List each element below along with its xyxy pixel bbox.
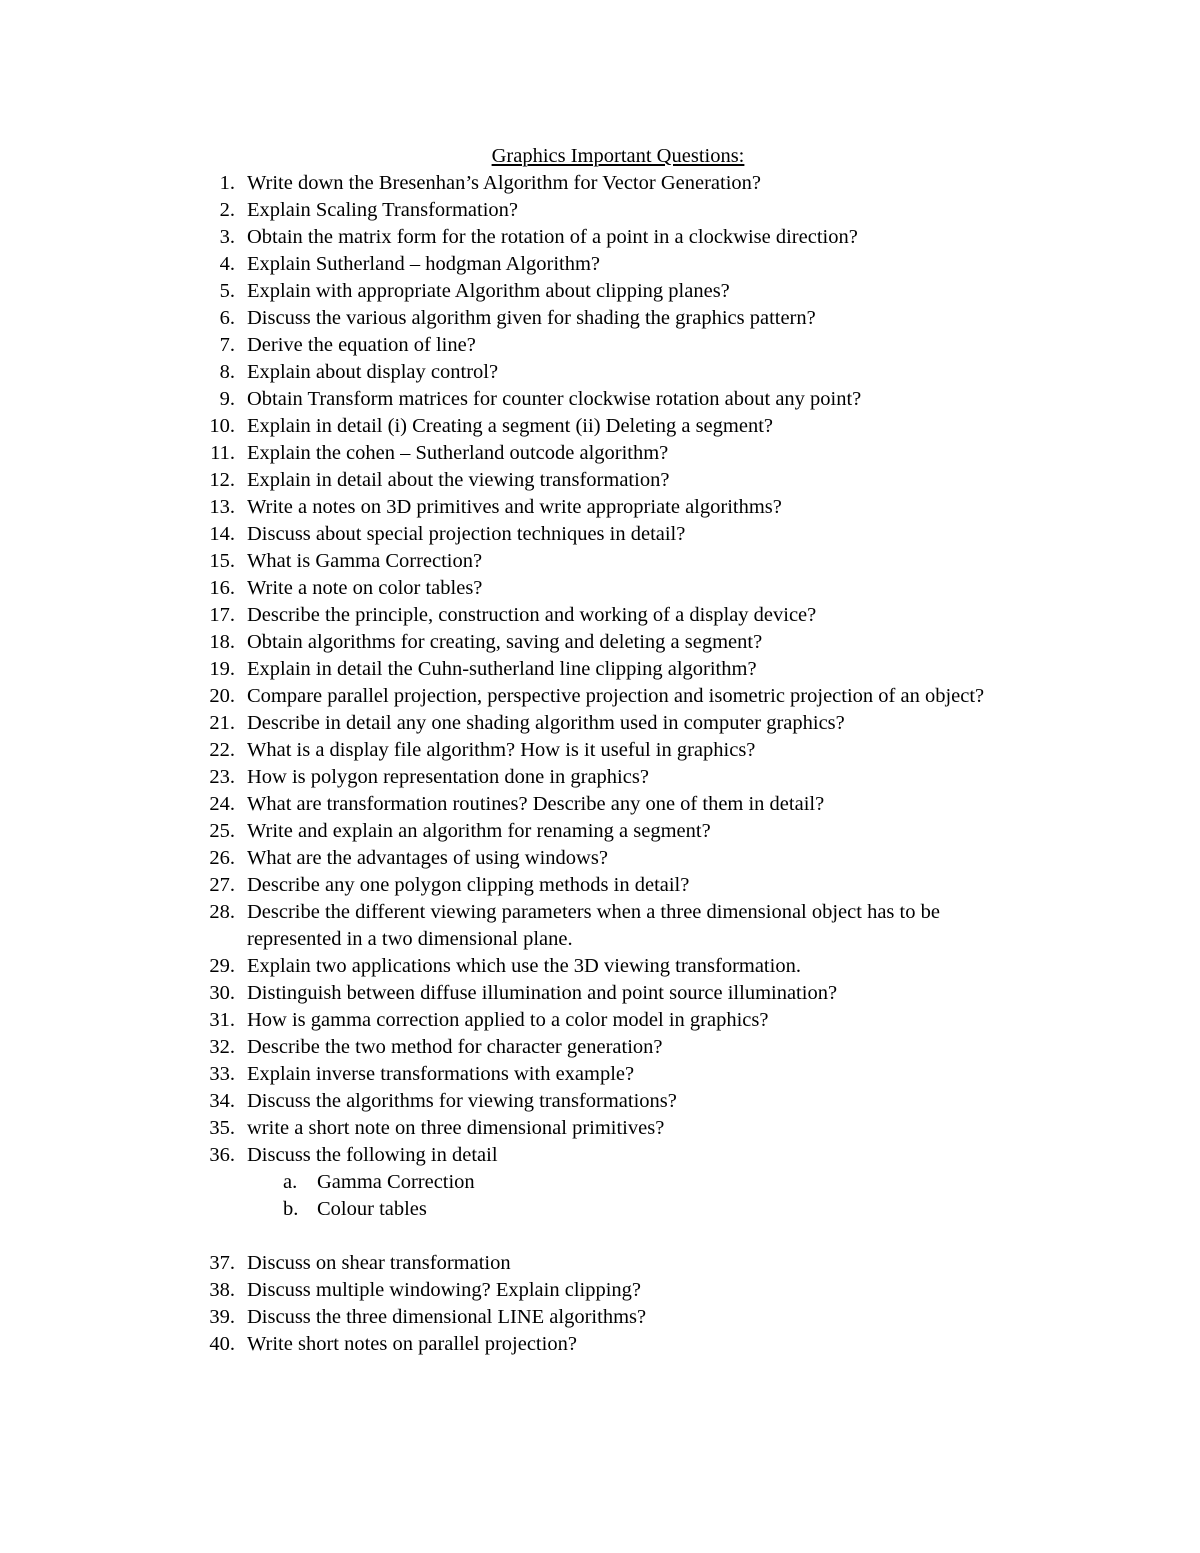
question-text: Explain two applications which use the 3D viewing transformation.	[247, 955, 801, 977]
question-text: What are transformation routines? Describe any one of them in detail?	[247, 793, 825, 815]
question-text: Explain inverse transformations with example?	[247, 1063, 635, 1085]
sub-item-letter: a.	[283, 1171, 298, 1193]
question-item	[0, 440, 1027, 467]
document-title: Graphics Important Questions:	[491, 145, 745, 167]
question-number: 39.	[209, 1306, 235, 1328]
question-text: Describe the two method for character generation?	[247, 1036, 663, 1058]
question-number: 16.	[209, 577, 235, 599]
question-item	[0, 251, 1027, 278]
question-text: Describe the different viewing parameters when a three dimensional object has to be represented in a two dimensional plane.	[247, 901, 940, 950]
question-number: 5.	[219, 280, 235, 302]
question-number: 22.	[209, 739, 235, 761]
question-text: Explain the cohen – Sutherland outcode algorithm?	[247, 442, 669, 464]
question-number: 10.	[209, 415, 235, 437]
question-text: How is polygon representation done in graphics?	[247, 766, 649, 788]
question-number: 15.	[209, 550, 235, 572]
question-item	[0, 548, 1027, 575]
question-item	[0, 737, 1027, 764]
question-item	[0, 521, 1027, 548]
question-item	[0, 602, 1027, 629]
question-number: 12.	[209, 469, 235, 491]
question-number: 36.	[209, 1144, 235, 1166]
question-text: Discuss the three dimensional LINE algorithms?	[247, 1306, 647, 1328]
question-item	[0, 656, 1027, 683]
question-number: 37.	[209, 1252, 235, 1274]
question-item	[0, 953, 1027, 980]
blank-line	[0, 1223, 1027, 1250]
sub-item-text: Colour tables	[317, 1198, 427, 1220]
question-number: 33.	[209, 1063, 235, 1085]
question-text: Write and explain an algorithm for renaming a segment?	[247, 820, 711, 842]
question-item	[0, 359, 1027, 386]
question-item	[0, 683, 1027, 710]
question-number: 7.	[219, 334, 235, 356]
question-text: Explain Sutherland – hodgman Algorithm?	[247, 253, 601, 275]
question-item	[0, 1061, 1027, 1088]
question-number: 28.	[209, 901, 235, 923]
question-text: Describe the principle, construction and working of a display device?	[247, 604, 817, 626]
question-text: Explain in detail the Cuhn-sutherland line clipping algorithm?	[247, 658, 757, 680]
question-text: Explain with appropriate Algorithm about clipping planes?	[247, 280, 730, 302]
question-item	[0, 170, 1027, 197]
question-item	[0, 1277, 1027, 1304]
question-number: 18.	[209, 631, 235, 653]
question-text: Discuss the following in detail	[247, 1144, 498, 1166]
question-item	[0, 980, 1027, 1007]
sub-item-text: Gamma Correction	[317, 1171, 475, 1193]
question-text: Discuss the algorithms for viewing transformations?	[247, 1090, 677, 1112]
question-number: 6.	[219, 307, 235, 329]
sub-item-letter: b.	[283, 1198, 299, 1220]
question-text: Obtain algorithms for creating, saving and deleting a segment?	[247, 631, 763, 653]
question-number: 9.	[219, 388, 235, 410]
question-number: 35.	[209, 1117, 235, 1139]
question-text: Write a notes on 3D primitives and write appropriate algorithms?	[247, 496, 782, 518]
question-item	[0, 278, 1027, 305]
question-item	[0, 494, 1027, 521]
question-number: 32.	[209, 1036, 235, 1058]
question-text: What is a display file algorithm? How is it useful in graphics?	[247, 739, 756, 761]
question-text: Discuss multiple windowing? Explain clipping?	[247, 1279, 642, 1301]
question-number: 2.	[219, 199, 235, 221]
question-number: 30.	[209, 982, 235, 1004]
question-item	[0, 629, 1027, 656]
question-number: 20.	[209, 685, 235, 707]
question-text: write a short note on three dimensional primitives?	[247, 1117, 665, 1139]
question-item	[0, 1304, 1027, 1331]
question-number: 8.	[219, 361, 235, 383]
question-item	[0, 710, 1027, 737]
question-number: 25.	[209, 820, 235, 842]
question-text: Explain about display control?	[247, 361, 499, 383]
sub-list	[247, 1169, 1027, 1223]
sub-list-item	[247, 1196, 1027, 1223]
question-number: 31.	[209, 1009, 235, 1031]
question-item	[0, 1142, 1027, 1223]
question-item	[0, 197, 1027, 224]
question-item	[0, 413, 1027, 440]
question-number: 13.	[209, 496, 235, 518]
question-item	[0, 1331, 1027, 1358]
question-number: 26.	[209, 847, 235, 869]
question-number: 1.	[219, 172, 235, 194]
question-number: 38.	[209, 1279, 235, 1301]
question-text: How is gamma correction applied to a color model in graphics?	[247, 1009, 769, 1031]
question-number: 11.	[210, 442, 235, 464]
question-item	[0, 332, 1027, 359]
question-text: Write down the Bresenhan’s Algorithm for Vector Generation?	[247, 172, 762, 194]
question-text: Discuss about special projection techniques in detail?	[247, 523, 686, 545]
question-number: 3.	[219, 226, 235, 248]
question-text: Distinguish between diffuse illumination and point source illumination?	[247, 982, 838, 1004]
question-number: 4.	[219, 253, 235, 275]
question-item	[0, 791, 1027, 818]
question-item	[0, 224, 1027, 251]
question-text: Compare parallel projection, perspective projection and isometric projection of an object?	[247, 685, 985, 707]
question-item	[0, 845, 1027, 872]
question-text: Explain in detail about the viewing transformation?	[247, 469, 670, 491]
question-text: Derive the equation of line?	[247, 334, 476, 356]
question-number: 21.	[209, 712, 235, 734]
question-text: What are the advantages of using windows?	[247, 847, 608, 869]
question-text: Explain Scaling Transformation?	[247, 199, 519, 221]
question-item	[0, 386, 1027, 413]
question-list	[0, 170, 1027, 1358]
question-number: 23.	[209, 766, 235, 788]
sub-list-item	[247, 1169, 1027, 1196]
question-text: Write short notes on parallel projection?	[247, 1333, 577, 1355]
question-item	[0, 1115, 1027, 1142]
question-number: 14.	[209, 523, 235, 545]
question-item	[0, 1088, 1027, 1115]
question-item	[0, 764, 1027, 791]
question-number: 24.	[209, 793, 235, 815]
question-text: Describe any one polygon clipping methods in detail?	[247, 874, 690, 896]
question-item	[0, 899, 1027, 953]
question-number: 40.	[209, 1333, 235, 1355]
question-number: 34.	[209, 1090, 235, 1112]
question-item	[0, 467, 1027, 494]
question-number: 29.	[209, 955, 235, 977]
question-item	[0, 305, 1027, 332]
question-text: Discuss the various algorithm given for shading the graphics pattern?	[247, 307, 816, 329]
question-number: 27.	[209, 874, 235, 896]
question-text: What is Gamma Correction?	[247, 550, 483, 572]
question-item	[0, 818, 1027, 845]
question-text: Obtain Transform matrices for counter clockwise rotation about any point?	[247, 388, 862, 410]
question-number: 17.	[209, 604, 235, 626]
question-item	[0, 575, 1027, 602]
question-item	[0, 872, 1027, 899]
question-text: Discuss on shear transformation	[247, 1252, 511, 1274]
question-text: Obtain the matrix form for the rotation of a point in a clockwise direction?	[247, 226, 858, 248]
question-number: 19.	[209, 658, 235, 680]
question-text: Write a note on color tables?	[247, 577, 483, 599]
question-item	[0, 1034, 1027, 1061]
question-text: Explain in detail (i) Creating a segment (ii) Deleting a segment?	[247, 415, 773, 437]
question-item	[0, 1007, 1027, 1034]
question-text: Describe in detail any one shading algorithm used in computer graphics?	[247, 712, 845, 734]
question-item	[0, 1250, 1027, 1277]
